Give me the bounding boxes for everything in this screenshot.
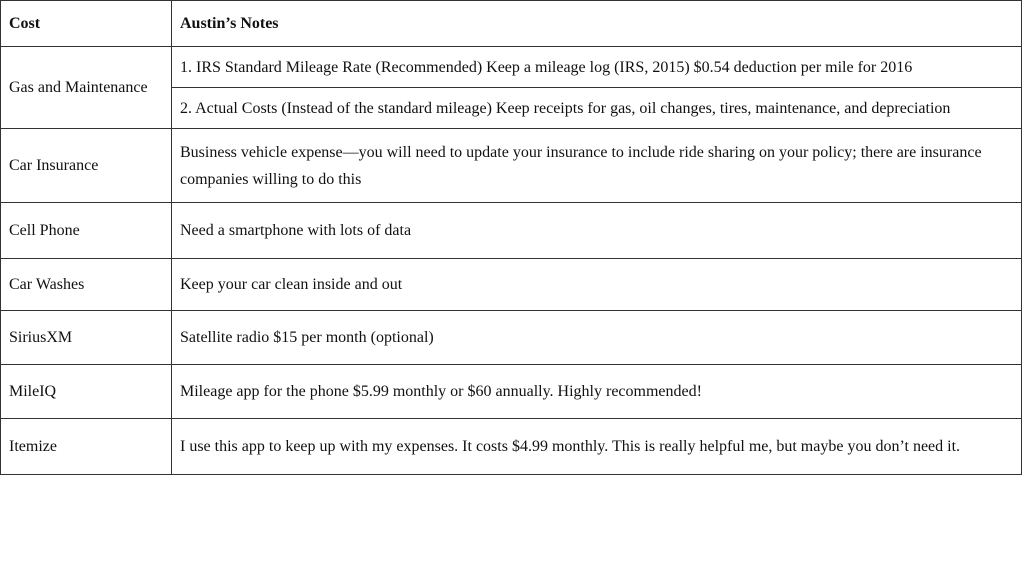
cost-cell-car-insurance: Car Insurance: [1, 129, 172, 203]
header-notes: Austin’s Notes: [172, 1, 1022, 47]
cost-cell-siriusxm: SiriusXM: [1, 311, 172, 365]
notes-cell-car-insurance: Business vehicle expense—you will need to update your insurance to include ride sharing on your policy; there are insurance companies willing to do this: [172, 129, 1022, 203]
cost-cell-car-washes: Car Washes: [1, 259, 172, 311]
table-row: [1, 419, 1022, 475]
notes-cell-irs-mileage: 1. IRS Standard Mileage Rate (Recommended) Keep a mileage log (IRS, 2015) $0.54 deduction per mile for 2016: [172, 47, 1022, 88]
notes-cell-siriusxm: Satellite radio $15 per month (optional): [172, 311, 1022, 365]
table-row: [1, 47, 1022, 88]
notes-cell-actual-costs: 2. Actual Costs (Instead of the standard mileage) Keep receipts for gas, oil changes, tires, maintenance, and depreciation: [172, 88, 1022, 129]
table-row: [1, 311, 1022, 365]
cost-cell-gas-maintenance: Gas and Maintenance: [1, 47, 172, 129]
table-row: [1, 129, 1022, 203]
notes-cell-car-washes: Keep your car clean inside and out: [172, 259, 1022, 311]
table-row: [1, 365, 1022, 419]
table-header-row: [1, 1, 1022, 47]
table-row: [1, 203, 1022, 259]
header-cost: Cost: [1, 1, 172, 47]
notes-cell-cell-phone: Need a smartphone with lots of data: [172, 203, 1022, 259]
table-row: [1, 259, 1022, 311]
notes-cell-itemize: I use this app to keep up with my expenses. It costs $4.99 monthly. This is really helpful me, but maybe you don’t need it.: [172, 419, 1022, 475]
cost-cell-mileiq: MileIQ: [1, 365, 172, 419]
cost-cell-itemize: Itemize: [1, 419, 172, 475]
notes-cell-mileiq: Mileage app for the phone $5.99 monthly or $60 annually. Highly recommended!: [172, 365, 1022, 419]
cost-cell-cell-phone: Cell Phone: [1, 203, 172, 259]
